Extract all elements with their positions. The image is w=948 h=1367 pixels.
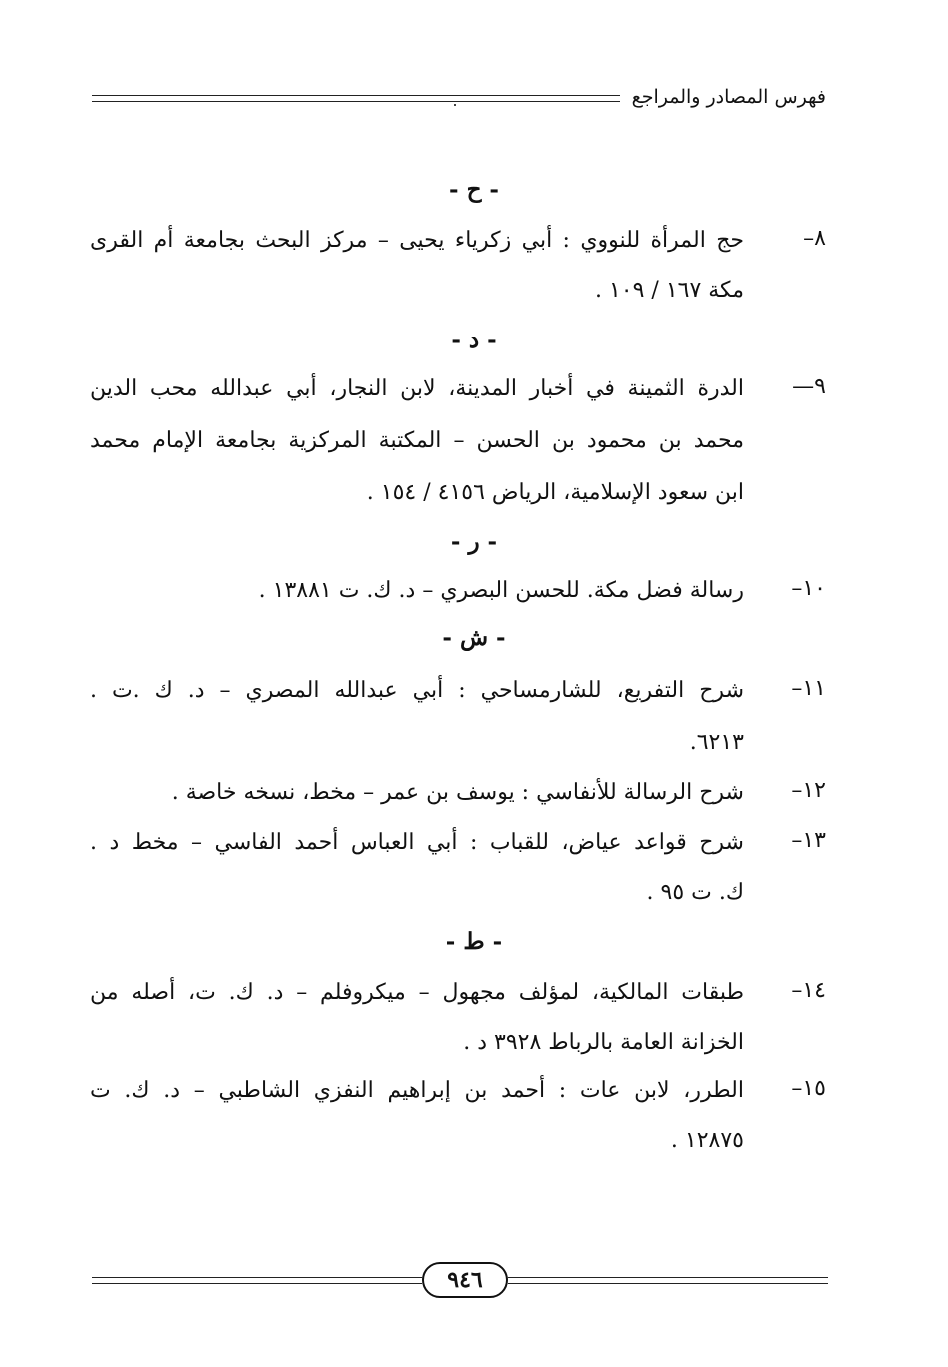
entry-text-line: ١٢٨٧٥ .: [670, 1128, 744, 1153]
entry-number: ١١–: [791, 676, 826, 701]
entry-number: ١٥–: [791, 1076, 826, 1101]
running-header-title: فهرس المصادر والمراجع: [631, 86, 826, 108]
section-heading-ha: - ح -: [449, 176, 499, 203]
section-heading-dal: - د -: [451, 326, 497, 353]
entry-number: ١٣–: [791, 828, 826, 853]
footer-rule: [508, 1277, 828, 1278]
entry-text-line: رسالة فضل مكة. للحسن البصري – د. ك. ت ١٣٨٨١ .: [258, 578, 744, 603]
entry-text-line: شرح الرسالة للأنفاسي : يوسف بن عمر – مخط، نسخه خاصة .: [171, 780, 744, 805]
header-dot: [454, 104, 456, 106]
section-heading-shin: - ش -: [442, 624, 506, 651]
entry-text-line: شرح التفريع، للشارمساحي : أبي عبدالله المصري – د. ك .ت .: [90, 678, 744, 703]
entry-number: ١٤–: [791, 978, 826, 1003]
header-rule-bottom: [92, 101, 620, 102]
entry-text-line: مكة ١٦٧ / ١٠٩ .: [594, 278, 744, 303]
entry-text-line: الطرر، لابن عات : أحمد بن إبراهيم النفزي الشاطبي – د. ك. ت: [90, 1078, 744, 1103]
entry-text-line: ابن سعود الإسلامية، الرياض ٤١٥٦ / ١٥٤ .: [366, 480, 744, 505]
entry-text-line: شرح قواعد عياض، للقباب : أبي العباس أحمد الفاسي – مخط د .: [90, 830, 744, 855]
entry-text-line: محمد بن محمود بن الحسن – المكتبة المركزية بجامعة الإمام محمد: [90, 428, 744, 453]
entry-number: ٨–: [803, 226, 826, 251]
page-number: ٩٤٦: [422, 1262, 508, 1298]
entry-text-line: طبقات المالكية، لمؤلف مجهول – ميكروفلم – د. ك. ت، أصله من: [90, 980, 744, 1005]
entry-number: ١٠–: [791, 576, 826, 601]
entry-text-line: الدرة الثمينة في أخبار المدينة، لابن النجار، أبي عبدالله محب الدين: [90, 376, 744, 401]
section-heading-ta: - ط -: [445, 928, 503, 955]
entry-number: ١٢–: [791, 778, 826, 803]
entry-text-line: الخزانة العامة بالرباط ٣٩٢٨ د .: [463, 1030, 744, 1055]
footer-rule: [92, 1283, 422, 1284]
footer-rule: [92, 1277, 422, 1278]
section-heading-ra: - ر -: [450, 528, 498, 555]
entry-text-line: ك. ت ٩٥ .: [646, 880, 744, 905]
footer-rule: [508, 1283, 828, 1284]
entry-text-line: ٦٢١٣.: [689, 730, 744, 755]
header-rule-top: [92, 95, 620, 96]
entry-text-line: حج المرأة للنووي : أبي زكرياء يحيى – مركز البحث بجامعة أم القرى: [90, 228, 744, 253]
entry-number: ٩—: [792, 374, 826, 399]
